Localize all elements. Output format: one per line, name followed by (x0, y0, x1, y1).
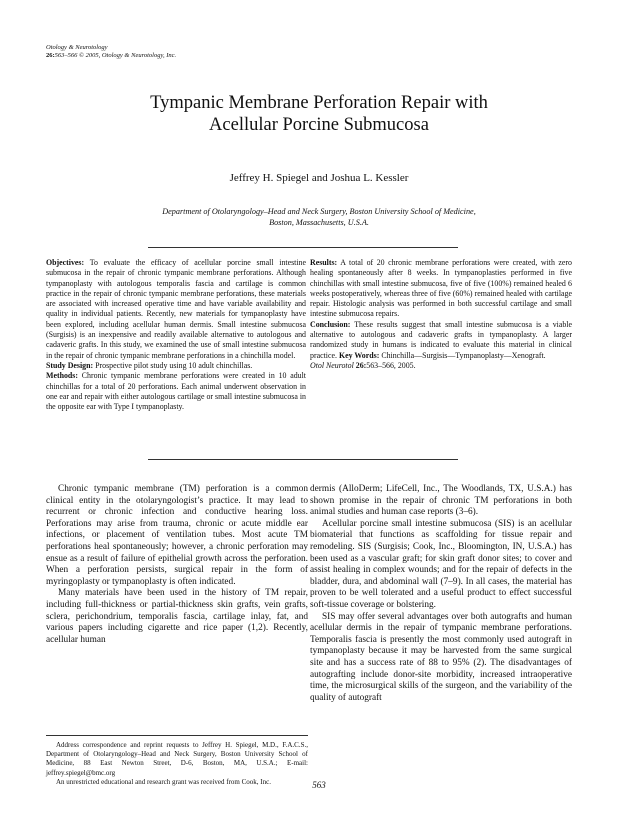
design-label: Study Design: (46, 360, 94, 370)
abstract-study-design (46, 361, 306, 371)
affiliation (60, 206, 578, 228)
affiliation-line-1: Department of Otolaryngology–Head and Neck Surgery, Boston University School of Medicine, (162, 207, 476, 216)
footnote-divider (46, 735, 308, 736)
abstract-left-column (46, 258, 306, 412)
conclusion-label: Conclusion: (310, 319, 351, 329)
ref-journal: Otol Neurotol (310, 360, 354, 370)
affiliation-line-2: Boston, Massachusetts, U.S.A. (269, 218, 369, 227)
ref-volume: 26: (355, 360, 367, 370)
body-paragraph: Chronic tympanic membrane (TM) perforation is a common clinical entity in the otolaryngologist’s practice. It may lead to recurrent or chronic infection and conductive hearing loss. Perforations may arise from trauma, chronic or acute middle ear infections, or placement of ventilation tubes. Most acute TM perforations heal spontaneously; however, a chronic perforation may ensue as a result of failure of epithelial growth across the perforation. When a perforation persists, surgical repair in the form of myringoplasty or tympanoplasty is often indicated. (46, 484, 308, 587)
authors: Jeffrey H. Spiegel and Joshua L. Kessler (229, 172, 409, 184)
journal-name: Otology & Neurotology (46, 44, 108, 51)
journal-citation (46, 52, 176, 60)
body-right-column (310, 484, 572, 704)
abstract-bottom-divider (148, 459, 458, 460)
title-line-2: Acellular Porcine Submucosa (209, 115, 429, 135)
body-paragraph: Acellular porcine small intestine submucosa (SIS) is an acellular biomaterial that functions as scaffolding for tissue repair and remodeling. SIS (Surgisis; Cook, Inc., Bloomington, IN, U.S.A.) has been used as a vascular graft; for skin graft donor sites; to cover and assist healing in complex wounds; and for the repair of defects in the bladder, dura, and abdominal wall (7–9). In all cases, the material has proven to be well tolerated and a useful product to effect successful soft-tissue coverage or bolstering. (310, 518, 572, 610)
abstract-right-column (310, 258, 572, 371)
objectives-label: Objectives: (46, 258, 85, 267)
page-number: 563 (312, 780, 326, 790)
objectives-text: To evaluate the efficacy of acellular porcine small intestine submucosa in the repair of chronic tympanic membrane perforations. Although tympanoplasty with autologous temporalis fascia and cartilage is common practice in the repair of chronic tympanic membrane perforations, these materials are associated with increased operative time and have variable availability and quality in individual patients. Recently, new materials for tympanoplasty have been explored, including acellular human dermis. Small intestine submucosa (Surgisis) is an inexpensive and readily available alternative to autologous and cadaveric grafts. In this study, we examined the use of small intestine submucosa in the repair of chronic tympanic membrane perforations in a chinchilla model. (46, 258, 306, 360)
journal-header (46, 44, 176, 60)
results-label: Results: (310, 258, 338, 267)
title-line-1: Tympanic Membrane Perforation Repair with (150, 93, 488, 113)
journal-volume: 26: (46, 52, 55, 59)
conclusion-text: These results suggest that small intestine submucosa is a viable alternative to autologous and cadaveric grafts in tympanoplasty. A larger randomized study in humans is indicated to evaluate this material in clinical practice. (310, 319, 572, 360)
methods-text: Chronic tympanic membrane perforations were created in 10 adult chinchillas for a total of 20 perforations. Each animal underwent observation in one ear and repair with either autologous cartilage or small intestine submucosa in the opposite ear with Type I tympanoplasty. (46, 371, 306, 412)
body-left-column (46, 484, 308, 646)
keywords-text: Chinchilla—Surgisis—Tympanoplasty—Xenograft. (379, 350, 546, 360)
footnote-grant: An unrestricted educational and research grant was received from Cook, Inc. (56, 777, 271, 786)
body-paragraph: Many materials have been used in the history of TM repair, including full-thickness or partial-thickness skin grafts, vein grafts, sclera, perichondrium, temporalis fascia, cartilage inlay, fat, and various papers including cigarette and rice paper (1,2). Recently, acellular human (46, 588, 308, 645)
article-title (60, 92, 578, 136)
body-paragraph: dermis (AlloDerm; LifeCell, Inc., The Woodlands, TX, U.S.A.) has shown promise in the repair of chronic TM perforations in both animal studies and human case reports (3–6). (310, 484, 572, 518)
abstract-objectives (46, 258, 306, 361)
methods-label: Methods: (46, 371, 78, 381)
design-text: Prospective pilot study using 10 adult chinchillas. (93, 360, 253, 370)
journal-citation-text: 563–566 © 2005, Otology & Neurotology, Inc. (54, 52, 177, 59)
results-text: A total of 20 chronic membrane perforations were created, with zero healing spontaneously after 8 weeks. In tympanoplasties performed in five chinchillas with small intestine submucosa, five of five (100%) remained healed 6 weeks postoperatively, whereas three of five (60%) remained healed with cartilage repair. Histologic analysis was performed in both successful cartilage and small intestine submucosa repairs. (310, 258, 572, 319)
ref-pages: 563–566, 2005. (366, 360, 416, 370)
abstract-conclusion (310, 320, 572, 371)
abstract-results (310, 258, 572, 320)
footnote-correspondence: Address correspondence and reprint requests to Jeffrey H. Spiegel, M.D., F.A.C.S., Department of Otolaryngology–Head and Neck Surgery, Boston University School of Medicine, 88 East Newton Street, D-6, Boston, MA, U.S.A.; E-mail: jeffrey.spiegel@bmc.org (46, 741, 308, 777)
abstract-methods (46, 371, 306, 412)
keywords-label: Key Words: (338, 350, 380, 360)
abstract-top-divider (148, 247, 458, 248)
body-paragraph: SIS may offer several advantages over both autografts and human acellular dermis in the repair of tympanic membrane perforations. Temporalis fascia is presently the most commonly used autograft in tympanoplasty because it may be harvested from the same surgical site and has a success rate of 88 to 95% (2). The disadvantages of autografting include donor-site morbidity, increased intraoperative time, the microsurgical skills of the surgeon, and the variability of the quality of autograft (310, 611, 572, 703)
